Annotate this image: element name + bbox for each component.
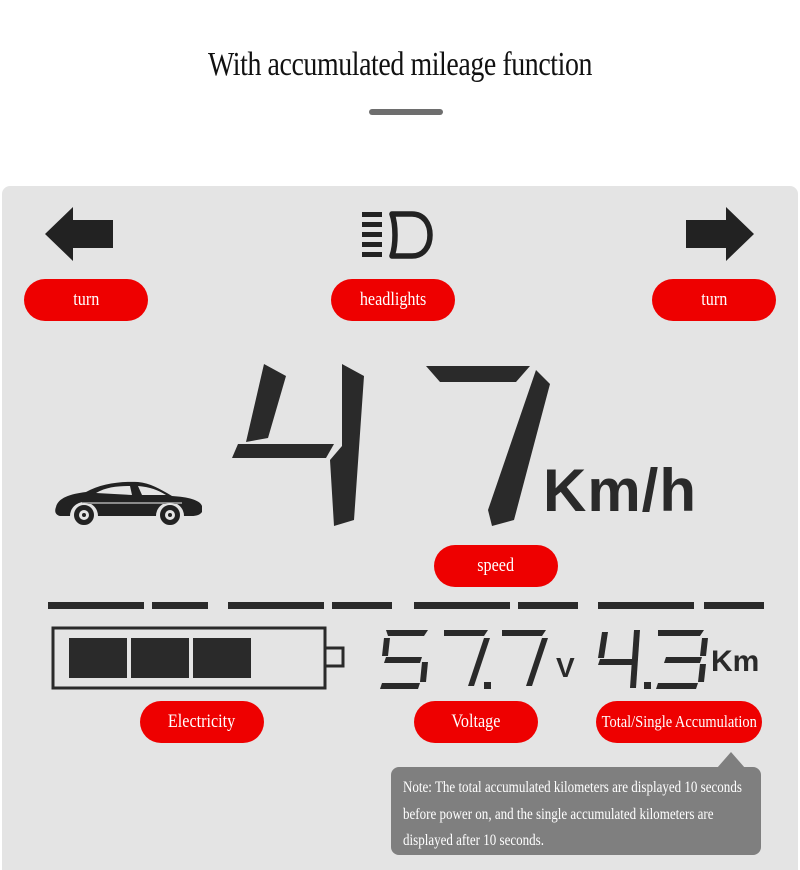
note-box — [391, 767, 761, 855]
right-arrow-icon — [686, 207, 754, 261]
note-tail — [717, 752, 745, 768]
left-arrow-icon — [45, 207, 113, 261]
battery-cell — [69, 638, 127, 678]
voltage-label: Voltage — [414, 701, 538, 743]
turn-left-label: turn — [24, 279, 148, 321]
battery-icon — [51, 626, 351, 690]
speed-label: speed — [434, 545, 558, 587]
voltage-display — [380, 628, 560, 690]
turn-right-label: turn — [652, 279, 776, 321]
speed-display — [230, 360, 550, 530]
note-text: Note: The total accumulated kilometers are displayed 10 seconds before power on, and the single accumulated kilometers are displayed after 10 seconds. — [403, 779, 742, 849]
battery-cell — [193, 638, 251, 678]
mileage-display — [596, 628, 712, 690]
speed-digit-7 — [426, 366, 550, 526]
headlight-icon — [362, 211, 434, 259]
title-underline — [369, 109, 443, 115]
voltage-unit: V — [556, 652, 575, 683]
car-icon — [52, 481, 204, 527]
speed-unit: Km/h — [543, 457, 697, 524]
segment-separator — [48, 600, 764, 610]
page-title: With accumulated mileage function — [207, 46, 593, 83]
accumulation-label: Total/Single Accumulation — [596, 701, 762, 743]
electricity-label: Electricity — [140, 701, 264, 743]
battery-cell — [131, 638, 189, 678]
headlights-label: headlights — [331, 279, 455, 321]
speed-digit-4 — [232, 364, 364, 526]
mileage-unit: Km — [711, 645, 760, 678]
